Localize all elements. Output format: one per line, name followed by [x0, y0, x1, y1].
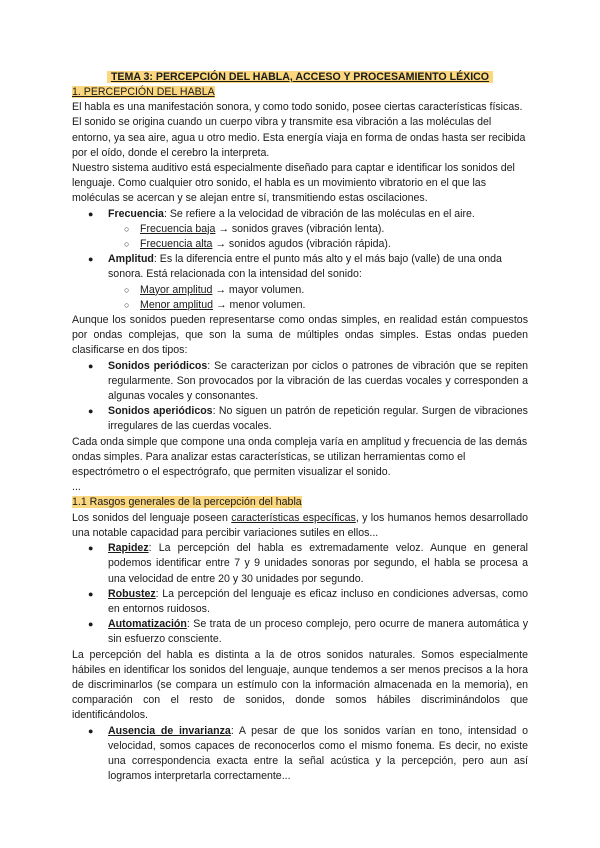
sub-list — [122, 222, 528, 252]
list-item-automatizacion: ● Automatización: Se trata de un proceso complejo, pero ocurre de manera automática y sin esfuerzo consciente. — [86, 617, 528, 647]
document-page — [72, 70, 528, 784]
sub-list — [122, 283, 528, 313]
paragraph: El habla es una manifestación sonora, y como todo sonido, posee ciertas características físicas. — [72, 101, 523, 114]
bullet-list — [86, 207, 528, 313]
paragraph: Cada onda simple que compone una onda compleja varía en amplitud y frecuencia de las demás ondas simples. Para analizar estas características, se utilizan herramientas como el espectrómetro o el espectrógrafo, que permiten visualizar el sonido. — [72, 435, 528, 479]
ellipsis: ... — [72, 481, 81, 494]
bullet-list — [86, 541, 528, 647]
section-heading-1-1: 1.1 Rasgos generales de la percepción del habla — [72, 496, 302, 509]
list-item-aperiodicos: ● Sonidos aperiódicos: No siguen un patrón de repetición regular. Surgen de vibraciones irregulares de las cuerdas vocales. — [86, 404, 528, 434]
bullet-list — [86, 724, 528, 785]
paragraph: Los sonidos del lenguaje poseen características específicas, y los humanos hemos desarrollado una notable capacidad para percibir variaciones sutiles en ellos... — [72, 511, 528, 539]
paragraph: La percepción del habla es distinta a la de otros sonidos naturales. Somos especialmente hábiles en identificar los sonidos del lenguaje, aunque tendemos a ser menos precisos a la hora de discriminarlos (se compara un estímulo con la información almacenada en la memoria), en comparación con el resto de sonidos, donde somos hábiles discriminándolos que identificándolos. — [72, 648, 528, 722]
list-item-amplitud: ● Amplitud: Es la diferencia entre el punto más alto y el más bajo (valle) de una onda sonora. Está relacionada con la intensidad del sonido: ○ Mayor amplitud → mayor volumen. ○ Menor amplitud → menor volumen. — [86, 252, 528, 313]
list-item-invarianza: ● Ausencia de invarianza: A pesar de que los sonidos varían en tono, intensidad o velocidad, somos capaces de reconocerlos como el mismo fonema. Es decir, no existe una correspondencia exacta entre la señal acústica y la percepción, pero aun así logramos interpretarla correctamente... — [86, 724, 528, 785]
list-item-periodicos: ● Sonidos periódicos: Se caracterizan por ciclos o patrones de vibración que se repiten regularmente. Son provocados por la vibración de las cuerdas vocales y corresponden a algunas vocales y consonantes. — [86, 359, 528, 405]
bullet-list — [86, 359, 528, 435]
document-title: TEMA 3: PERCEPCIÓN DEL HABLA, ACCESO Y PROCESAMIENTO LÉXICO — [72, 70, 528, 85]
paragraph: El sonido se origina cuando un cuerpo vibra y transmite esa vibración a las moléculas del entorno, ya sea aire, agua u otro medio. Esta energía viaja en forma de ondas hasta ser recibida por el oído, donde el cerebro la interpreta. — [72, 116, 526, 159]
list-item: ○ Mayor amplitud → mayor volumen. — [122, 283, 528, 298]
list-item-rapidez: ● Rapidez: La percepción del habla es extremadamente veloz. Aunque en general podemos identificar entre 7 y 9 unidades sonoras por segundo, el habla se procesa a una velocidad de entre 20 y 30 unidades por segundo. — [86, 541, 528, 587]
list-item-robustez: ● Robustez: La percepción del lenguaje es eficaz incluso en condiciones adversas, como en entornos ruidosos. — [86, 587, 528, 617]
paragraph: Aunque los sonidos pueden representarse como ondas simples, en realidad están compuestos por ondas complejas, que son la suma de múltiples ondas simples. Estas ondas pueden clasificarse en dos tipos: — [72, 314, 528, 357]
list-item-frecuencia: ● Frecuencia: Se refiere a la velocidad de vibración de las moléculas en el aire. ○ Frecuencia baja → sonidos graves (vibración lenta). ○ Frecuencia alta → sonidos agudos (vibración rápida). — [86, 207, 528, 253]
list-item: ○ Frecuencia baja → sonidos graves (vibración lenta). — [122, 222, 528, 237]
list-item: ○ Frecuencia alta → sonidos agudos (vibración rápida). — [122, 237, 528, 252]
paragraph: Nuestro sistema auditivo está especialmente diseñado para captar e identificar los sonidos del lenguaje. Como cualquier otro sonido, el habla es un movimiento vibratorio en el que las moléculas se acercan y se alejan entre sí, transmitiendo estas oscilaciones. — [72, 162, 515, 205]
list-item: ○ Menor amplitud → menor volumen. — [122, 298, 528, 313]
section-heading-1: 1. PERCEPCIÓN DEL HABLA — [72, 86, 215, 98]
